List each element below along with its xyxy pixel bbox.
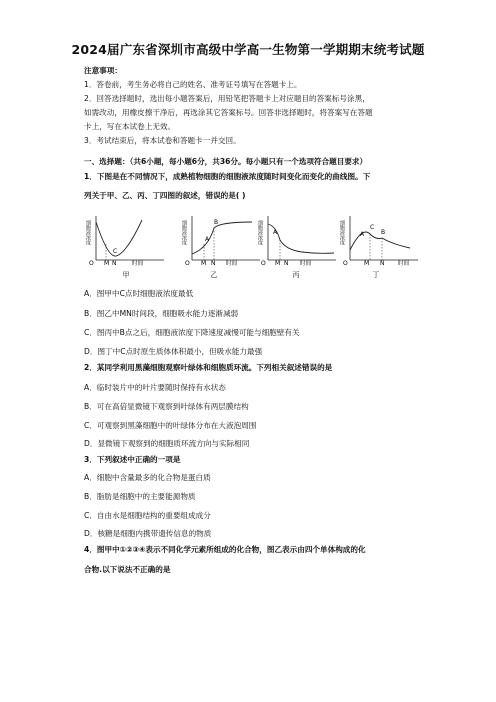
option: C．图丙中B点之后，细胞液浓度下降速度减慢可能与细胞壁有关 bbox=[84, 328, 300, 337]
point-label: O bbox=[343, 260, 348, 267]
option: B．图乙中MN时间段，细胞吸水能力逐渐减弱 bbox=[84, 309, 239, 318]
point-label: M bbox=[104, 260, 110, 267]
point-label: M bbox=[201, 260, 207, 267]
graph-ylabel: 细胞液浓度 bbox=[339, 220, 345, 245]
graph-ding bbox=[340, 214, 420, 270]
point-label: O bbox=[89, 260, 94, 267]
point-label: N bbox=[211, 260, 216, 267]
point-label: N bbox=[380, 260, 385, 267]
graph-yi bbox=[182, 214, 262, 270]
graph-ylabel: 细胞液浓度 bbox=[181, 220, 187, 245]
point-label: B bbox=[381, 229, 386, 236]
question-4-stem: 4．图甲中①②③④表示不同化学元素所组成的化合物，图乙表示由四个单体构成的化 bbox=[84, 545, 366, 554]
graph-caption: 乙 bbox=[210, 271, 218, 279]
point-label: A bbox=[273, 229, 278, 236]
graph-caption: 丁 bbox=[372, 271, 380, 279]
axis-label: 时间 bbox=[132, 261, 144, 267]
graph-bing bbox=[258, 214, 338, 270]
axis-label: 时间 bbox=[398, 261, 410, 267]
option: D．图丁中C点时原生质体体积最小，但吸水能力最强 bbox=[84, 347, 263, 356]
graph-ylabel: 细胞液浓度 bbox=[257, 220, 263, 245]
notice-heading: 注意事项： bbox=[84, 66, 122, 75]
point-label: B bbox=[214, 219, 219, 226]
option: B．脂肪是细胞中的主要能源物质 bbox=[84, 492, 196, 501]
question-1-stem: 列关于甲、乙、丙、丁四图的叙述，错误的是( ) bbox=[84, 191, 246, 200]
notice-line: 如需改动，用橡皮擦干净后，再选涂其它答案标号。回答非选择题时，将答案写在答题 bbox=[84, 108, 373, 117]
axis-label: 时间 bbox=[226, 261, 238, 267]
point-label: C bbox=[370, 224, 375, 231]
question-2-stem: 2．某同学利用黑藻细胞观察叶绿体和细胞质环流。下列相关叙述错误的是 bbox=[84, 363, 333, 372]
notice-line: 卡上，写在本试卷上无效。 bbox=[84, 122, 176, 131]
graph-jia bbox=[86, 214, 166, 270]
point-label: O bbox=[261, 260, 266, 267]
point-label: M bbox=[364, 260, 370, 267]
page-title: 2024届广东省深圳市高级中学高一生物第一学期期末统考试题 bbox=[71, 42, 425, 57]
axis-label: 时间 bbox=[300, 261, 312, 267]
option: D．核糖是细胞内携带遗传信息的物质 bbox=[84, 529, 212, 538]
graph-ylabel: 细胞液浓度 bbox=[85, 220, 91, 245]
option: A．图甲中C点时细胞液浓度最低 bbox=[84, 289, 194, 298]
point-label: A bbox=[360, 231, 365, 238]
option: C．自由水是细胞结构的重要组成成分 bbox=[84, 511, 211, 520]
point-label: N bbox=[284, 260, 289, 267]
notice-line: 2．回答选择题时，选出每小题答案后，用铅笔把答题卡上对应题目的答案标号涂黑， bbox=[84, 94, 370, 103]
point-label: M bbox=[275, 260, 281, 267]
section-heading: 一、选择题：（共6小题，每小题6分，共36分。每小题只有一个选项符合题目要求） bbox=[84, 157, 368, 166]
point-label: N bbox=[112, 260, 117, 267]
graph-caption: 甲 bbox=[122, 271, 130, 279]
option: A．细胞中含量最多的化合物是蛋白质 bbox=[84, 473, 211, 482]
notice-line: 3．考试结束后，将本试卷和答题卡一并交回。 bbox=[84, 136, 241, 145]
option: B．可在高倍显微镜下观察到叶绿体有两层膜结构 bbox=[84, 402, 249, 411]
question-1-stem: 1．下图是在不同情况下，成熟植物细胞的细胞液浓度随时间变化而变化的曲线图。下 bbox=[84, 172, 371, 181]
graph-caption: 丙 bbox=[292, 271, 300, 279]
option: D．显微镜下观察到的细胞质环流方向与实际相同 bbox=[84, 439, 250, 448]
point-label: A bbox=[205, 236, 210, 243]
point-label: C bbox=[113, 248, 118, 255]
question-3-stem: 3．下列叙述中正确的一项是 bbox=[84, 455, 181, 464]
point-label: O bbox=[185, 260, 190, 267]
option: C．可观察到黑藻细胞中的叶绿体分布在大液泡周围 bbox=[84, 421, 257, 430]
notice-line: 1．答卷前，考生务必将自己的姓名、准考证号填写在答题卡上。 bbox=[84, 80, 302, 89]
option: A．临时装片中的叶片要随时保持有水状态 bbox=[84, 383, 226, 392]
question-4-stem: 合物.以下说法不正确的是 bbox=[84, 565, 171, 574]
